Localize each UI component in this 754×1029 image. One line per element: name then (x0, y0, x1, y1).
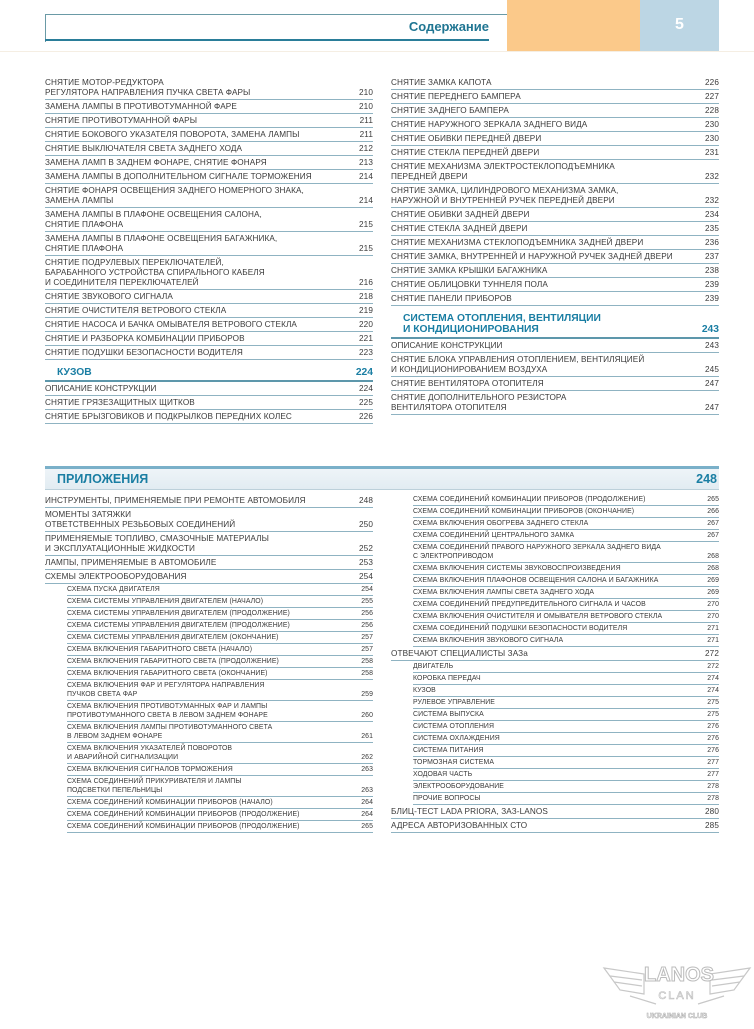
toc-entry[interactable] (45, 142, 373, 156)
toc-entry-page: 254 (361, 586, 373, 593)
toc-entry-page: 218 (359, 292, 373, 301)
toc-entry-page: 257 (361, 646, 373, 653)
toc-entry[interactable] (391, 292, 719, 306)
toc-entry-page: 214 (359, 172, 373, 181)
toc-entry-title: СХЕМА ВКЛЮЧЕНИЯ СИСТЕМЫ ЗВУКОВОСПРОИЗВЕДЕНИЯ (413, 565, 621, 572)
toc-entry-page: 269 (707, 577, 719, 584)
toc-entry[interactable] (391, 339, 719, 353)
appendix-page: 248 (696, 472, 717, 486)
toc-entry-title: РУЛЕВОЕ УПРАВЛЕНИЕ (413, 699, 495, 706)
toc-entry-title: СНЯТИЕ ОЧИСТИТЕЛЯ ВЕТРОВОГО СТЕКЛА (45, 306, 227, 315)
toc-entry-title: ПРИМЕНЯЕМЫЕ ТОПЛИВО, СМАЗОЧНЫЕ МАТЕРИАЛЫ И ЭКСПЛУАТАЦИОННЫЕ ЖИДКОСТИ (45, 534, 269, 553)
toc-entry[interactable] (67, 809, 373, 821)
toc-entry-title: СНЯТИЕ СТЕКЛА ПЕРЕДНЕЙ ДВЕРИ (391, 148, 540, 157)
toc-entry-page: 224 (355, 367, 373, 378)
toc-entry-title: СНЯТИЕ ДОПОЛНИТЕЛЬНОГО РЕЗИСТОРА ВЕНТИЛЯТОРА ОТОПИТЕЛЯ (391, 393, 567, 412)
toc-entry[interactable] (413, 661, 719, 673)
toc-entry[interactable] (45, 556, 373, 570)
toc-entry-title: СХЕМА ВКЛЮЧЕНИЯ ПРОТИВОТУМАННЫХ ФАР И ЛАМПЫ ПРОТИВОТУМАННОГО СВЕТА В ЛЕВОМ ЗАДНЕМ ФОНАРЕ (67, 703, 268, 719)
toc-entry-title: СНЯТИЕ НАРУЖНОГО ЗЕРКАЛА ЗАДНЕГО ВИДА (391, 120, 588, 129)
toc-entry-title: СХЕМА ВКЛЮЧЕНИЯ ГАБАРИТНОГО СВЕТА (ОКОНЧАНИЕ) (67, 670, 268, 677)
toc-entry-title: СНЯТИЕ СТЕКЛА ЗАДНЕЙ ДВЕРИ (391, 224, 528, 233)
toc-entry-page: 267 (707, 532, 719, 539)
toc-entry-title: СХЕМА СОЕДИНЕНИЙ ПОДУШКИ БЕЗОПАСНОСТИ ВОДИТЕЛЯ (413, 625, 628, 632)
toc-entry-page: 262 (361, 754, 373, 761)
toc-entry-page: 256 (361, 622, 373, 629)
toc-entry-page: 232 (705, 172, 719, 181)
toc-entry[interactable] (67, 644, 373, 656)
toc-entry-title: КУЗОВ (57, 367, 92, 378)
toc-entry[interactable] (45, 396, 373, 410)
toc-entry-page: 270 (707, 613, 719, 620)
appendix-section-header[interactable] (45, 466, 719, 490)
toc-entry-title: ЛАМПЫ, ПРИМЕНЯЕМЫЕ В АВТОМОБИЛЕ (45, 558, 217, 567)
toc-entry-page: 263 (361, 766, 373, 773)
toc-entry[interactable] (413, 623, 719, 635)
toc-entry[interactable] (67, 620, 373, 632)
toc-entry[interactable] (413, 733, 719, 745)
toc-entry[interactable] (413, 769, 719, 781)
toc-entry-page: 210 (359, 102, 373, 111)
toc-entry-title: СХЕМА СИСТЕМЫ УПРАВЛЕНИЯ ДВИГАТЕЛЕМ (ПРОДОЛЖЕНИЕ) (67, 622, 290, 629)
toc-entry-page: 250 (359, 520, 373, 529)
toc-entry-page: 227 (705, 92, 719, 101)
toc-entry-page: 277 (707, 759, 719, 766)
logo-subtext: CLAN (658, 990, 696, 1002)
toc-entry[interactable] (45, 494, 373, 508)
lanos-clan-logo (600, 960, 754, 1024)
toc-entry-title: ОТВЕЧАЮТ СПЕЦИАЛИСТЫ ЗАЗа (391, 649, 528, 658)
toc-entry-title: СХЕМА СОЕДИНЕНИЙ КОМБИНАЦИИ ПРИБОРОВ (ПРОДОЛЖЕНИЕ) (413, 496, 646, 503)
toc-entry[interactable] (45, 570, 373, 584)
toc-entry-page: 237 (705, 252, 719, 261)
toc-entry-title: СХЕМА СОЕДИНЕНИЙ КОМБИНАЦИИ ПРИБОРОВ (ОКОНЧАНИЕ) (413, 508, 635, 515)
header-orange-block (507, 0, 640, 51)
toc-entry[interactable] (67, 821, 373, 833)
toc-entry[interactable] (413, 587, 719, 599)
toc-entry[interactable] (413, 757, 719, 769)
toc-entry-title: СХЕМА СОЕДИНЕНИЙ КОМБИНАЦИИ ПРИБОРОВ (НАЧАЛО) (67, 799, 273, 806)
toc-entry-page: 254 (359, 572, 373, 581)
toc-entry-title: СХЕМА ВКЛЮЧЕНИЯ ЛАМПЫ ПРОТИВОТУМАННОГО СВЕТА В ЛЕВОМ ЗАДНЕМ ФОНАРЕ (67, 724, 273, 740)
toc-entry-page: 258 (361, 670, 373, 677)
toc-entry-page: 253 (359, 558, 373, 567)
toc-entry-title: ОПИСАНИЕ КОНСТРУКЦИИ (45, 384, 157, 393)
toc-entry-title: СНЯТИЕ ОБИВКИ ПЕРЕДНЕЙ ДВЕРИ (391, 134, 542, 143)
toc-entry-title: СНЯТИЕ ЗВУКОВОГО СИГНАЛА (45, 292, 173, 301)
toc-section-heading[interactable] (391, 308, 719, 339)
toc-entry-title: СНЯТИЕ БЛОКА УПРАВЛЕНИЯ ОТОПЛЕНИЕМ, ВЕНТИЛЯЦИЕЙ И КОНДИЦИОНИРОВАНИЕМ ВОЗДУХА (391, 355, 645, 374)
toc-entry-page: 243 (705, 341, 719, 350)
toc-entry[interactable] (45, 346, 373, 360)
toc-entry-page: 211 (359, 130, 373, 139)
toc-entry-title: СНЯТИЕ ЗАМКА, ВНУТРЕННЕЙ И НАРУЖНОЙ РУЧЕК ЗАДНЕЙ ДВЕРИ (391, 252, 673, 261)
toc-entry-title: СНЯТИЕ НАСОСА И БАЧКА ОМЫВАТЕЛЯ ВЕТРОВОГО СТЕКЛА (45, 320, 297, 329)
toc-entry[interactable] (391, 250, 719, 264)
toc-entry[interactable] (391, 647, 719, 661)
toc-entry-title: СНЯТИЕ ОБИВКИ ЗАДНЕЙ ДВЕРИ (391, 210, 530, 219)
page-number: 5 (640, 0, 719, 51)
toc-entry-title: СНЯТИЕ ПОДРУЛЕВЫХ ПЕРЕКЛЮЧАТЕЛЕЙ, БАРАБАННОГО УСТРОЙСТВА СПИРАЛЬНОГО КАБЕЛЯ И СОЕДИНИТЕЛЯ ПЕРЕКЛЮЧАТЕЛЕЙ (45, 258, 265, 287)
toc-entry-title: СХЕМА ПУСКА ДВИГАТЕЛЯ (67, 586, 160, 593)
toc-entry-title: СНЯТИЕ МЕХАНИЗМА ЭЛЕКТРОСТЕКЛОПОДЪЕМНИКА ПЕРЕДНЕЙ ДВЕРИ (391, 162, 615, 181)
toc-entry-page: 274 (707, 687, 719, 694)
toc-entry-page: 239 (705, 294, 719, 303)
toc-entry-page: 263 (361, 787, 373, 794)
toc-entry-title: СХЕМА ВКЛЮЧЕНИЯ ФАР И РЕГУЛЯТОРА НАПРАВЛЕНИЯ ПУЧКОВ СВЕТА ФАР (67, 682, 265, 698)
toc-entry-page: 264 (361, 799, 373, 806)
toc-entry-page: 259 (361, 691, 373, 698)
toc-entry-title: СХЕМА СИСТЕМЫ УПРАВЛЕНИЯ ДВИГАТЕЛЕМ (ОКОНЧАНИЕ) (67, 634, 279, 641)
toc-entry-title: СИСТЕМА ОТОПЛЕНИЯ, ВЕНТИЛЯЦИИ И КОНДИЦИОНИРОВАНИЯ (403, 313, 601, 335)
toc-entry-title: СНЯТИЕ ПЕРЕДНЕГО БАМПЕРА (391, 92, 521, 101)
toc-entry[interactable] (413, 781, 719, 793)
toc-entry-title: СХЕМА СОЕДИНЕНИЙ ПРЕДУПРЕДИТЕЛЬНОГО СИГНАЛА И ЧАСОВ (413, 601, 646, 608)
toc-entry[interactable] (45, 304, 373, 318)
toc-entry-page: 278 (707, 795, 719, 802)
toc-entry-title: СИСТЕМА ОТОПЛЕНИЯ (413, 723, 495, 730)
toc-entry-title: СНЯТИЕ ПРОТИВОТУМАННОЙ ФАРЫ (45, 116, 198, 125)
toc-entry-page: 271 (707, 637, 719, 644)
toc-entry-page: 260 (361, 712, 373, 719)
toc-entry[interactable] (413, 709, 719, 721)
toc-entry-title: ПРОЧИЕ ВОПРОСЫ (413, 795, 481, 802)
toc-entry-title: СНЯТИЕ ВЫКЛЮЧАТЕЛЯ СВЕТА ЗАДНЕГО ХОДА (45, 144, 243, 153)
toc-entry[interactable] (45, 232, 373, 256)
toc-entry-page: 231 (705, 148, 719, 157)
toc-entry-page: 276 (707, 723, 719, 730)
toc-entry[interactable] (45, 100, 373, 114)
toc-entry[interactable] (413, 530, 719, 542)
toc-entry-title: ХОДОВАЯ ЧАСТЬ (413, 771, 473, 778)
toc-entry[interactable] (67, 584, 373, 596)
toc-entry-title: СХЕМА СОЕДИНЕНИЙ КОМБИНАЦИИ ПРИБОРОВ (ПРОДОЛЖЕНИЕ) (67, 823, 300, 830)
toc-entry-title: СХЕМА ВКЛЮЧЕНИЯ ГАБАРИТНОГО СВЕТА (НАЧАЛО) (67, 646, 253, 653)
toc-entry-page: 285 (705, 821, 719, 830)
toc-entry-page: 213 (359, 158, 373, 167)
toc-entry[interactable] (67, 797, 373, 809)
toc-entry[interactable] (45, 128, 373, 142)
toc-entry-page: 247 (705, 379, 719, 388)
toc-entry-page: 214 (359, 196, 373, 205)
toc-entry-page: 275 (707, 711, 719, 718)
toc-entry-page: 266 (707, 508, 719, 515)
toc-entry[interactable] (45, 170, 373, 184)
toc-entry-title: СХЕМА ВКЛЮЧЕНИЯ ПЛАФОНОВ ОСВЕЩЕНИЯ САЛОНА И БАГАЖНИКА (413, 577, 659, 584)
toc-entry-page: 278 (707, 783, 719, 790)
toc-entry-page: 256 (361, 610, 373, 617)
toc-entry[interactable] (67, 722, 373, 743)
toc-entry-title: СХЕМА СИСТЕМЫ УПРАВЛЕНИЯ ДВИГАТЕЛЕМ (ПРОДОЛЖЕНИЕ) (67, 610, 290, 617)
toc-entry-title: СХЕМЫ ЭЛЕКТРООБОРУДОВАНИЯ (45, 572, 187, 581)
toc-entry[interactable] (45, 332, 373, 346)
toc-entry[interactable] (413, 721, 719, 733)
toc-column-4 (391, 494, 719, 833)
toc-entry-title: СНЯТИЕ ПОДУШКИ БЕЗОПАСНОСТИ ВОДИТЕЛЯ (45, 348, 243, 357)
toc-entry[interactable] (67, 656, 373, 668)
toc-entry-page: 264 (361, 811, 373, 818)
toc-entry-title: СНЯТИЕ ЗАМКА КАПОТА (391, 78, 492, 87)
toc-entry[interactable] (391, 132, 719, 146)
toc-entry-page: 268 (707, 553, 719, 560)
toc-entry-page: 220 (359, 320, 373, 329)
toc-entry-page: 221 (359, 334, 373, 343)
toc-entry-page: 216 (359, 278, 373, 287)
toc-entry[interactable] (413, 575, 719, 587)
toc-entry-page: 270 (707, 601, 719, 608)
toc-entry[interactable] (391, 76, 719, 90)
toc-entry-title: СХЕМА ВКЛЮЧЕНИЯ ГАБАРИТНОГО СВЕТА (ПРОДОЛЖЕНИЕ) (67, 658, 279, 665)
toc-entry[interactable] (413, 494, 719, 506)
toc-entry-title: СНЯТИЕ ЗАМКА КРЫШКИ БАГАЖНИКА (391, 266, 548, 275)
toc-entry[interactable] (67, 764, 373, 776)
toc-entry[interactable] (67, 701, 373, 722)
toc-entry-page: 243 (701, 324, 719, 335)
toc-entry-page: 232 (705, 196, 719, 205)
toc-entry[interactable] (391, 819, 719, 833)
toc-entry[interactable] (45, 76, 373, 100)
toc-entry-title: СНЯТИЕ ВЕНТИЛЯТОРА ОТОПИТЕЛЯ (391, 379, 544, 388)
toc-entry[interactable] (67, 632, 373, 644)
toc-entry[interactable] (391, 146, 719, 160)
toc-entry-title: СИСТЕМА ВЫПУСКА (413, 711, 484, 718)
toc-entry[interactable] (45, 114, 373, 128)
toc-entry-page: 226 (705, 78, 719, 87)
toc-entry[interactable] (391, 264, 719, 278)
toc-entry[interactable] (413, 563, 719, 575)
toc-entry-title: ДВИГАТЕЛЬ (413, 663, 454, 670)
toc-entry[interactable] (391, 118, 719, 132)
toc-entry-page: 223 (359, 348, 373, 357)
toc-entry-title: СНЯТИЕ ПАНЕЛИ ПРИБОРОВ (391, 294, 512, 303)
toc-entry[interactable] (45, 156, 373, 170)
toc-entry[interactable] (413, 506, 719, 518)
toc-entry-title: БЛИЦ-ТЕСТ LADA PRIORA, ЗАЗ-LANOS (391, 807, 548, 816)
toc-entry[interactable] (45, 318, 373, 332)
toc-entry-title: МОМЕНТЫ ЗАТЯЖКИ ОТВЕТСТВЕННЫХ РЕЗЬБОВЫХ СОЕДИНЕНИЙ (45, 510, 236, 529)
toc-entry-title: ЗАМЕНА ЛАМПЫ В ПРОТИВОТУМАННОЙ ФАРЕ (45, 102, 237, 111)
toc-entry-page: 255 (361, 598, 373, 605)
toc-entry-title: ЗАМЕНА ЛАМПЫ В ДОПОЛНИТЕЛЬНОМ СИГНАЛЕ ТОРМОЖЕНИЯ (45, 172, 312, 181)
logo-text: LANOS (644, 964, 714, 986)
toc-entry-title: ЭЛЕКТРООБОРУДОВАНИЕ (413, 783, 504, 790)
toc-entry[interactable] (413, 611, 719, 623)
toc-entry-title: СНЯТИЕ ЗАМКА, ЦИЛИНДРОВОГО МЕХАНИЗМА ЗАМКА, НАРУЖНОЙ И ВНУТРЕННЕЙ РУЧЕК ПЕРЕДНЕЙ ДВЕРИ (391, 186, 619, 205)
toc-entry-page: 265 (361, 823, 373, 830)
toc-entry[interactable] (45, 508, 373, 532)
toc-entry-page: 265 (707, 496, 719, 503)
toc-entry-page: 248 (359, 496, 373, 505)
toc-entry[interactable] (45, 184, 373, 208)
toc-entry-page: 239 (705, 280, 719, 289)
toc-entry-title: СХЕМА СОЕДИНЕНИЙ ПРИКУРИВАТЕЛЯ И ЛАМПЫ ПОДСВЕТКИ ПЕПЕЛЬНИЦЫ (67, 778, 242, 794)
toc-entry-page: 271 (707, 625, 719, 632)
toc-entry-title: СХЕМА ВКЛЮЧЕНИЯ ЛАМПЫ СВЕТА ЗАДНЕГО ХОДА (413, 589, 595, 596)
toc-entry-title: СХЕМА СОЕДИНЕНИЙ ПРАВОГО НАРУЖНОГО ЗЕРКАЛА ЗАДНЕГО ВИДА С ЭЛЕКТРОПРИВОДОМ (413, 544, 661, 560)
toc-entry[interactable] (391, 236, 719, 250)
toc-entry-page: 225 (359, 398, 373, 407)
toc-entry-page: 257 (361, 634, 373, 641)
toc-entry[interactable] (45, 290, 373, 304)
toc-entry-title: СХЕМА СИСТЕМЫ УПРАВЛЕНИЯ ДВИГАТЕЛЕМ (НАЧАЛО) (67, 598, 264, 605)
toc-entry[interactable] (413, 518, 719, 530)
logo-tagline: UKRAINIAN CLUB (646, 1013, 708, 1020)
toc-entry[interactable] (67, 743, 373, 764)
toc-entry-title: СХЕМА ВКЛЮЧЕНИЯ ОЧИСТИТЕЛЯ И ОМЫВАТЕЛЯ ВЕТРОВОГО СТЕКЛА (413, 613, 663, 620)
toc-entry-title: СНЯТИЕ БОКОВОГО УКАЗАТЕЛЯ ПОВОРОТА, ЗАМЕНА ЛАМПЫ (45, 130, 300, 139)
toc-entry-title: СХЕМА ВКЛЮЧЕНИЯ СИГНАЛОВ ТОРМОЖЕНИЯ (67, 766, 233, 773)
toc-entry[interactable] (413, 793, 719, 805)
toc-entry-page: 245 (705, 365, 719, 374)
toc-entry-title: ЗАМЕНА ЛАМП В ЗАДНЕМ ФОНАРЕ, СНЯТИЕ ФОНАРЯ (45, 158, 267, 167)
toc-entry-page: 280 (705, 807, 719, 816)
toc-entry-title: КУЗОВ (413, 687, 436, 694)
toc-entry-page: 236 (705, 238, 719, 247)
toc-entry[interactable] (413, 745, 719, 757)
toc-entry-page: 252 (359, 544, 373, 553)
toc-entry-page: 238 (705, 266, 719, 275)
toc-entry-title: ЗАМЕНА ЛАМПЫ В ПЛАФОНЕ ОСВЕЩЕНИЯ САЛОНА, СНЯТИЕ ПЛАФОНА (45, 210, 262, 229)
page-title: Содержание (408, 19, 489, 34)
toc-entry[interactable] (67, 596, 373, 608)
toc-entry-page: 230 (705, 134, 719, 143)
toc-entry[interactable] (413, 697, 719, 709)
toc-column-1 (45, 76, 373, 424)
toc-entry[interactable] (67, 668, 373, 680)
toc-entry[interactable] (45, 208, 373, 232)
toc-entry-title: СНЯТИЕ ГРЯЗЕЗАЩИТНЫХ ЩИТКОВ (45, 398, 195, 407)
toc-entry-page: 261 (361, 733, 373, 740)
toc-entry-title: СНЯТИЕ МОТОР-РЕДУКТОРА РЕГУЛЯТОРА НАПРАВЛЕНИЯ ПУЧКА СВЕТА ФАРЫ (45, 78, 251, 97)
toc-entry[interactable] (391, 805, 719, 819)
toc-entry-page: 272 (707, 663, 719, 670)
toc-entry-title: СХЕМА ВКЛЮЧЕНИЯ ОБОГРЕВА ЗАДНЕГО СТЕКЛА (413, 520, 589, 527)
toc-entry-page: 230 (705, 120, 719, 129)
toc-entry[interactable] (391, 104, 719, 118)
toc-entry-title: СНЯТИЕ И РАЗБОРКА КОМБИНАЦИИ ПРИБОРОВ (45, 334, 245, 343)
toc-entry[interactable] (45, 382, 373, 396)
toc-entry-page: 274 (707, 675, 719, 682)
toc-entry-page: 210 (359, 88, 373, 97)
toc-entry-page: 258 (361, 658, 373, 665)
header-divider (0, 51, 754, 52)
toc-entry-title: КОРОБКА ПЕРЕДАЧ (413, 675, 481, 682)
toc-entry-page: 272 (705, 649, 719, 658)
toc-entry[interactable] (67, 776, 373, 797)
toc-entry-title: СНЯТИЕ МЕХАНИЗМА СТЕКЛОПОДЪЕМНИКА ЗАДНЕЙ ДВЕРИ (391, 238, 644, 247)
toc-entry[interactable] (391, 278, 719, 292)
header-underline (45, 39, 489, 41)
toc-entry[interactable] (391, 222, 719, 236)
toc-entry[interactable] (413, 635, 719, 647)
toc-entry[interactable] (391, 391, 719, 415)
toc-column-3 (45, 494, 373, 833)
toc-entry-page: 212 (359, 144, 373, 153)
toc-entry-title: СИСТЕМА ПИТАНИЯ (413, 747, 484, 754)
toc-entry-title: ОПИСАНИЕ КОНСТРУКЦИИ (391, 341, 503, 350)
toc-entry[interactable] (45, 532, 373, 556)
toc-entry-page: 267 (707, 520, 719, 527)
toc-entry-page: 215 (359, 220, 373, 229)
toc-entry-title: СНЯТИЕ БРЫЗГОВИКОВ И ПОДКРЫЛКОВ ПЕРЕДНИХ КОЛЕС (45, 412, 292, 421)
toc-entry-page: 247 (705, 403, 719, 412)
toc-entry-page: 234 (705, 210, 719, 219)
toc-entry-page: 215 (359, 244, 373, 253)
toc-entry[interactable] (67, 680, 373, 701)
toc-entry[interactable] (67, 608, 373, 620)
toc-entry-page: 219 (359, 306, 373, 315)
toc-entry-title: СНЯТИЕ ОБЛИЦОВКИ ТУННЕЛЯ ПОЛА (391, 280, 548, 289)
toc-entry[interactable] (391, 353, 719, 377)
toc-entry-title: СИСТЕМА ОХЛАЖДЕНИЯ (413, 735, 500, 742)
toc-entry[interactable] (391, 208, 719, 222)
toc-column-2 (391, 76, 719, 415)
toc-entry-title: СХЕМА ВКЛЮЧЕНИЯ ЗВУКОВОГО СИГНАЛА (413, 637, 564, 644)
appendix-title: ПРИЛОЖЕНИЯ (57, 472, 149, 486)
toc-entry-title: СХЕМА ВКЛЮЧЕНИЯ УКАЗАТЕЛЕЙ ПОВОРОТОВ И АВАРИЙНОЙ СИГНАЛИЗАЦИИ (67, 745, 233, 761)
toc-entry-title: СНЯТИЕ ФОНАРЯ ОСВЕЩЕНИЯ ЗАДНЕГО НОМЕРНОГО ЗНАКА, ЗАМЕНА ЛАМПЫ (45, 186, 304, 205)
toc-entry-page: 228 (705, 106, 719, 115)
toc-entry-title: ТОРМОЗНАЯ СИСТЕМА (413, 759, 495, 766)
toc-entry-title: ИНСТРУМЕНТЫ, ПРИМЕНЯЕМЫЕ ПРИ РЕМОНТЕ АВТОМОБИЛЯ (45, 496, 306, 505)
toc-entry[interactable] (413, 599, 719, 611)
toc-entry-title: СХЕМА СОЕДИНЕНИЙ ЦЕНТРАЛЬНОГО ЗАМКА (413, 532, 575, 539)
toc-section-heading[interactable] (45, 362, 373, 382)
toc-entry[interactable] (45, 256, 373, 290)
toc-entry-page: 224 (359, 384, 373, 393)
toc-entry[interactable] (413, 542, 719, 563)
toc-entry-title: ЗАМЕНА ЛАМПЫ В ПЛАФОНЕ ОСВЕЩЕНИЯ БАГАЖНИКА, СНЯТИЕ ПЛАФОНА (45, 234, 278, 253)
toc-entry-page: 276 (707, 747, 719, 754)
toc-entry-page: 275 (707, 699, 719, 706)
toc-entry[interactable] (391, 184, 719, 208)
toc-entry-page: 269 (707, 589, 719, 596)
toc-entry-title: СНЯТИЕ ЗАДНЕГО БАМПЕРА (391, 106, 509, 115)
toc-entry[interactable] (391, 160, 719, 184)
toc-entry[interactable] (413, 685, 719, 697)
toc-entry[interactable] (413, 673, 719, 685)
toc-entry[interactable] (391, 90, 719, 104)
toc-entry-page: 235 (705, 224, 719, 233)
toc-entry[interactable] (391, 377, 719, 391)
toc-entry-page: 211 (359, 116, 373, 125)
toc-entry-page: 277 (707, 771, 719, 778)
toc-entry-page: 276 (707, 735, 719, 742)
toc-entry[interactable] (45, 410, 373, 424)
toc-entry-page: 226 (359, 412, 373, 421)
toc-entry-title: АДРЕСА АВТОРИЗОВАННЫХ СТО (391, 821, 528, 830)
toc-entry-page: 268 (707, 565, 719, 572)
toc-entry-title: СХЕМА СОЕДИНЕНИЙ КОМБИНАЦИИ ПРИБОРОВ (ПРОДОЛЖЕНИЕ) (67, 811, 300, 818)
